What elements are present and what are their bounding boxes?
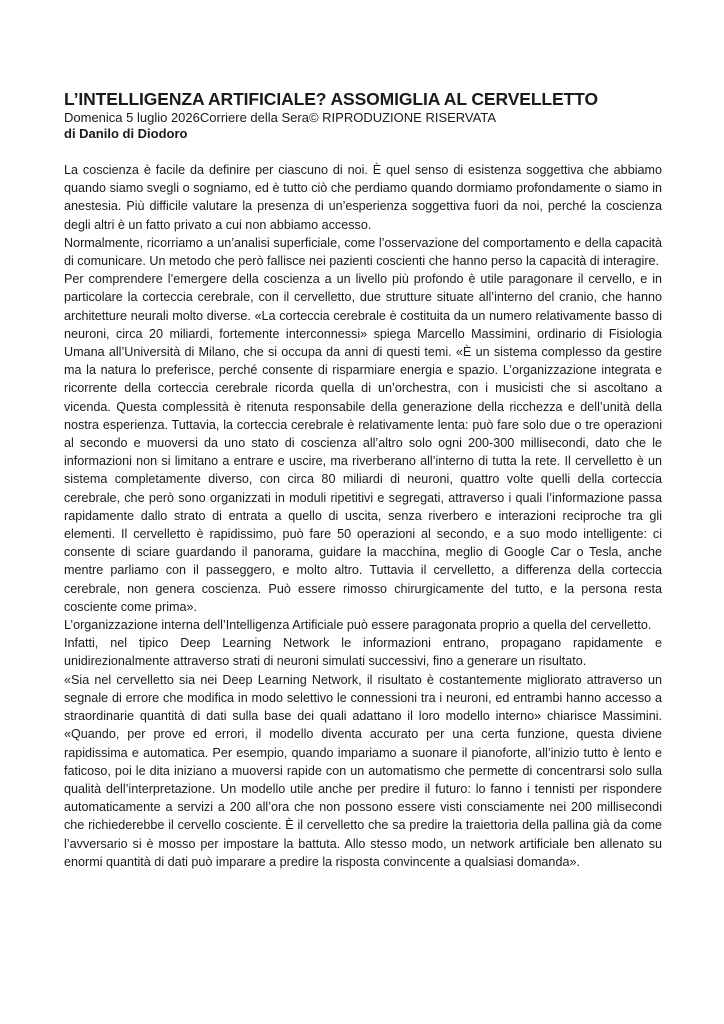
paragraph-massimini-quote: «Sia nel cervelletto sia nei Deep Learning Network, il risultato è costantemente migliorato attraverso un segnale di errore che modifica in modo selettivo le connessioni tra i neuroni, ed entrambi hanno accesso a straordinarie quantità di dati sulla base dei quali adattano il loro modello interno» chiarisce Massimini. «Quando, per prove ed errori, il modello diventa accurato per una certa funzione, questa diviene rapidissima e automatica. Per esempio, quando impariamo a suonare il pianoforte, all’inizio tutto è lento e faticoso, poi le dita iniziano a muoversi rapide con un automatismo che permette di concentrarsi solo sulla qualità dell’interpretazione. Un modello utile anche per predire il futuro: lo fanno i tennisti per rispondere automaticamente a servizi a 200 all’ora che non possono essere visti consciamente nei 200 millisecondi che richiederebbe il cervello cosciente. È il cervelletto che sa predire la traiettoria della pallina già da come l’avversario si è mosso per impostare la battuta. Allo stesso modo, un network artificiale ben allenato su enormi quantità di dati può imparare a predire la risposta convincente a qualsiasi domanda». xyxy=(64,672,662,869)
paragraph-intro: La coscienza è facile da definire per ciascuno di noi. È quel senso di esistenza soggettiva che abbiamo quando siamo svegli o sogniamo, ed è tutto ciò che perdiamo quando dormiamo profondamente o siamo in anestesia. Più difficile valutare la presenza di un’esperienza soggettiva fuori da noi, perché la coscienza degli altri è un fatto privato a cui non abbiamo accesso. xyxy=(64,163,662,232)
paragraph-cortex-cerebellum: Per comprendere l’emergere della coscienza a un livello più profondo è utile paragonare il cervello, e in particolare la corteccia cerebrale, con il cervelletto, due strutture situate all’interno del cranio, che hanno architetture neurali molto diverse. «La corteccia cerebrale è costituita da un numero relativamente basso di neuroni, circa 20 miliardi, fortemente interconnessi» spiega Marcello Massimini, ordinario di Fisiologia Umana all’Università di Milano, che si occupa da anni di questi temi. «È un sistema complesso da gestire ma la natura lo preferisce, perché consente di risparmiare energia e spazio. L’organizzazione integrata e ricorrente della corteccia cerebrale ricorda quella di un’orchestra, con i musicisti che si ascoltano a vicenda. Questa complessità è ritenuta responsabile della generazione della ricchezza e dell’unità della nostra esperienza. Tuttavia, la corteccia cerebrale è relativamente lenta: può fare solo due o tre operazioni al secondo e muoversi da uno stato di coscienza all’altro solo ogni 200-300 millisecondi, dato che le informazioni non si limitano a entrare e uscire, ma riverberano all’interno di tutta la rete. Il cervelletto è un sistema completamente diverso, con circa 80 miliardi di neuroni, quattro volte quelli della corteccia cerebrale, che però sono organizzati in moduli ripetitivi e segregati, attraverso i quali l’informazione passa rapidamente dallo strato di entrata a quello di uscita, senza riverbero e interazioni reciproche tra gli elementi. Il cervelletto è rapidissimo, può fare 50 operazioni al secondo, e a suo modo intelligente: ci consente di sciare guardando il panorama, guidare la macchina, meglio di Google Car o Tesla, anche mentre parliamo con il passeggero, e molto altro. Tuttavia il cervelletto, a differenza della corteccia cerebrale, non genera coscienza. Può essere rimosso chirurgicamente del tutto, e la persona resta cosciente come prima». xyxy=(64,272,662,614)
article-byline: di Danilo di Diodoro xyxy=(64,126,188,141)
paragraph-ai-comparison: L’organizzazione interna dell’Intelligenza Artificiale può essere paragonata proprio a quella del cervelletto. xyxy=(64,618,652,633)
article-dateline: Domenica 5 luglio 2026Corriere della Sera© RIPRODUZIONE RISERVATA xyxy=(64,110,496,125)
paragraph-deep-learning: Infatti, nel tipico Deep Learning Network le informazioni entrano, propagano rapidamente e unidirezionalmente attraverso strati di neuroni simulati successivi, fino a generare un risultato. xyxy=(64,636,662,669)
article-title: L’INTELLIGENZA ARTIFICIALE? ASSOMIGLIA AL CERVELLETTO xyxy=(64,89,598,109)
article-page xyxy=(64,88,662,871)
article-body xyxy=(64,161,662,871)
paragraph-analysis: Normalmente, ricorriamo a un’analisi superficiale, come l’osservazione del comportamento e della capacità di comunicare. Un metodo che però fallisce nei pazienti coscienti che hanno perso la capacità di interagire. xyxy=(64,235,662,269)
